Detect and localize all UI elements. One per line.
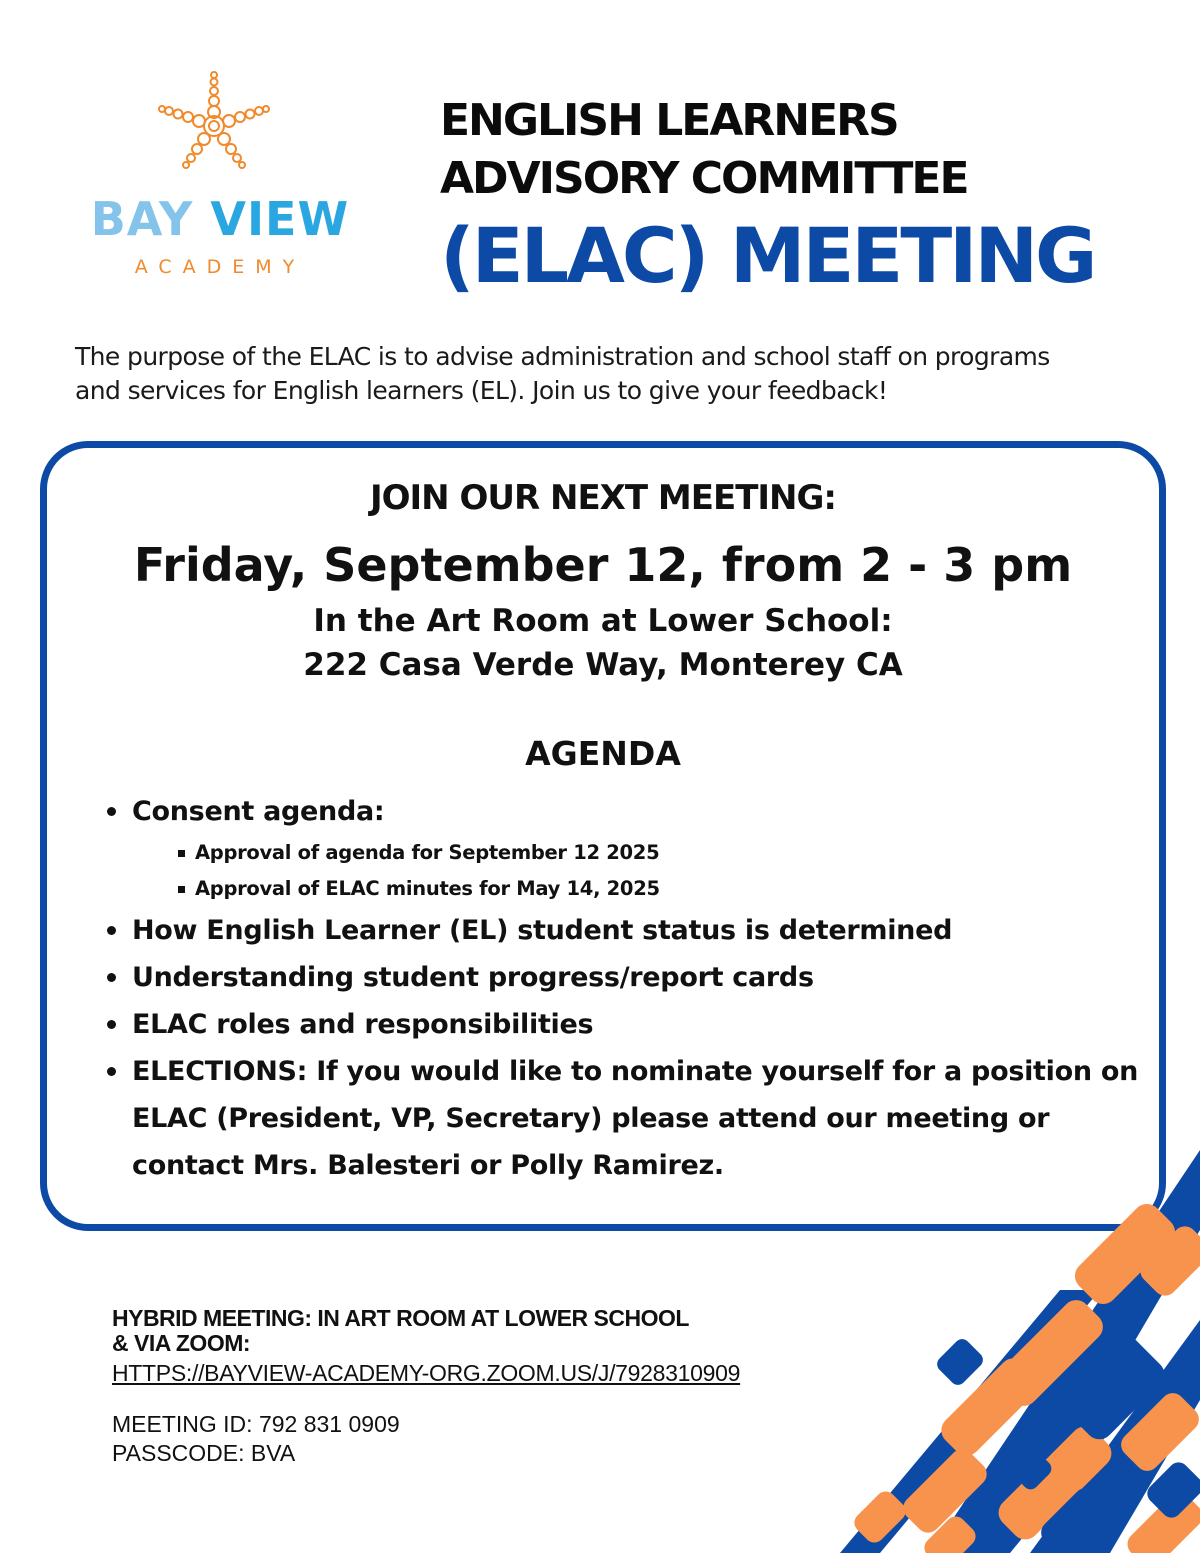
intro-line-1: The purpose of the ELAC is to advise administration and school staff on programs — [75, 342, 1050, 371]
elections-line-1: ELECTIONS: If you would like to nominate yourself for a position on — [132, 1056, 1139, 1087]
agenda-subitem: Approval of ELAC minutes for May 14, 2025 — [105, 871, 1145, 907]
passcode: PASSCODE: BVA — [112, 1440, 296, 1466]
elections-line-3: contact Mrs. Balesteri or Polly Ramirez. — [132, 1150, 724, 1181]
meeting-id: MEETING ID: 792 831 0909 — [112, 1411, 400, 1437]
hybrid-line-2: & VIA ZOOM: — [112, 1330, 251, 1356]
join-heading: JOIN OUR NEXT MEETING: — [369, 478, 837, 518]
agenda-item-text: Understanding student progress/report cards — [132, 962, 814, 993]
school-logo — [70, 66, 370, 286]
zoom-info — [112, 1306, 740, 1468]
title-line-3: (ELAC) MEETING — [440, 211, 1095, 300]
agenda-item-text: ELAC roles and responsibilities — [132, 1009, 594, 1040]
title-line-1: ENGLISH LEARNERS — [440, 95, 898, 146]
agenda-item — [105, 954, 1145, 1001]
logo-word-view: VIEW — [210, 192, 350, 246]
agenda-subitem: Approval of agenda for September 12 2025 — [105, 835, 1145, 871]
elections-line-2: ELAC (President, VP, Secretary) please attend our meeting or — [132, 1103, 1050, 1134]
agenda-sublist — [105, 835, 1145, 907]
agenda-item-text: Consent agenda: — [132, 796, 385, 827]
agenda-item-text: How English Learner (EL) student status is determined — [132, 915, 953, 946]
meeting-date: Friday, September 12, from 2 - 3 pm — [133, 538, 1073, 592]
agenda-list — [105, 788, 1145, 1189]
hybrid-line-1: HYBRID MEETING: IN ART ROOM AT LOWER SCHOOL — [112, 1305, 689, 1331]
logo-wordmark — [80, 194, 360, 244]
agenda-item — [105, 1001, 1145, 1048]
title-line-2: ADVISORY COMMITTEE — [440, 153, 968, 204]
meeting-info-box — [40, 441, 1166, 1231]
star-of-circles-icon — [155, 66, 275, 176]
intro-paragraph — [75, 340, 1135, 408]
zoom-link[interactable]: HTTPS://BAYVIEW-ACADEMY-ORG.ZOOM.US/J/7928310909 — [112, 1360, 741, 1386]
agenda-heading: AGENDA — [525, 734, 681, 773]
intro-line-2: and services for English learners (EL). Join us to give your feedback! — [75, 376, 888, 405]
logo-word-bay: BAY — [90, 192, 194, 246]
page-title — [440, 92, 1094, 302]
logo-subtitle: ACADEMY — [134, 256, 306, 278]
meeting-location-room: In the Art Room at Lower School: — [313, 603, 893, 639]
decorative-corner-graphic — [760, 1140, 1200, 1553]
meeting-location-address: 222 Casa Verde Way, Monterey CA — [303, 647, 903, 683]
agenda-item — [105, 788, 1145, 835]
agenda-item — [105, 907, 1145, 954]
